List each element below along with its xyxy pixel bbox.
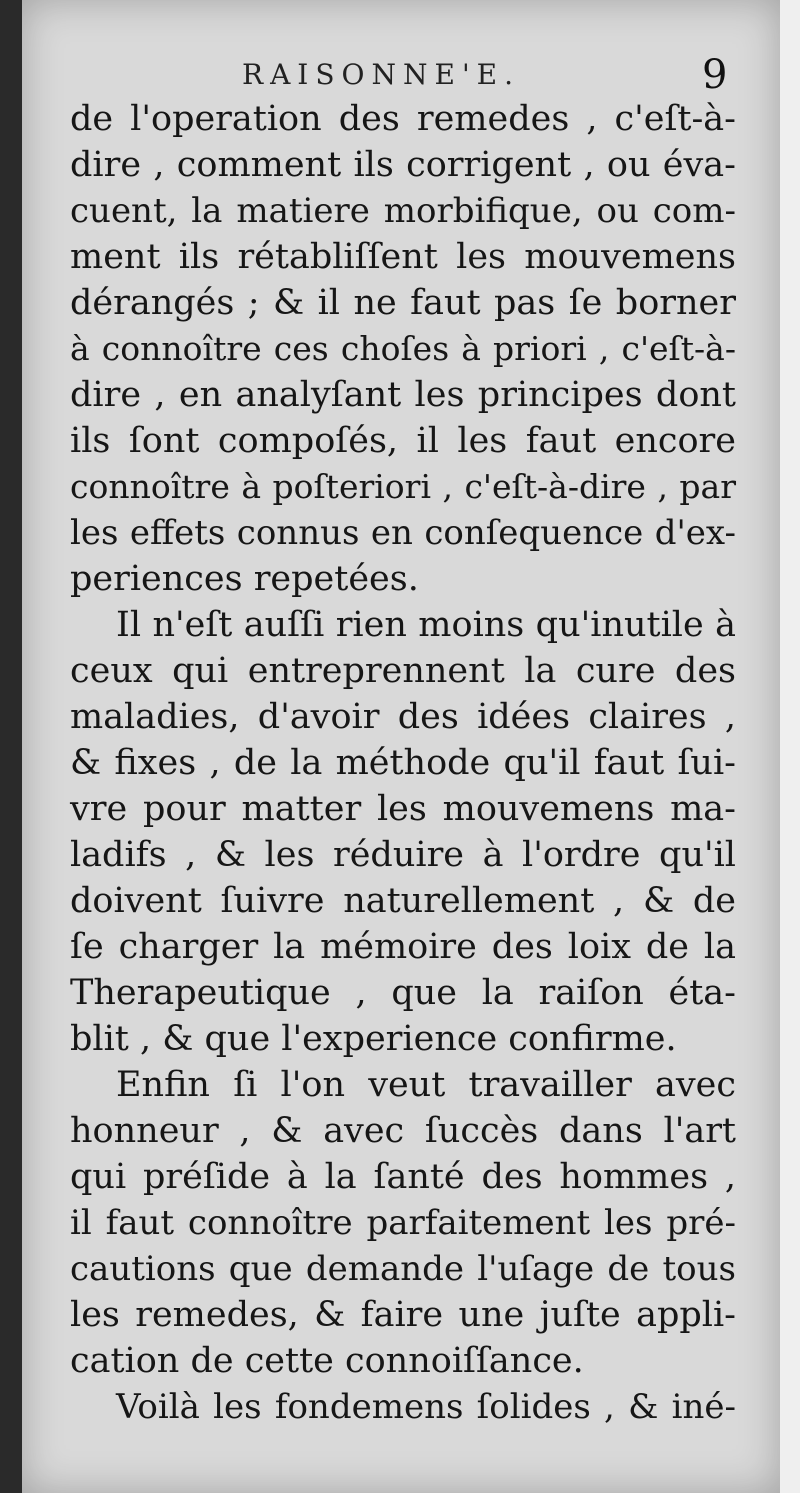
page-edge (780, 0, 800, 1493)
running-title: RAISONNE'E. (242, 58, 520, 91)
text-line: maladies, d'avoir des idées claires , (70, 697, 736, 737)
text-line: ſe charger la mémoire des loix de la (70, 927, 736, 967)
text-line: honneur , & avec ſuccès dans l'art (70, 1111, 736, 1151)
text-line: à connoître ces choſes à priori , c'eſt-à- (70, 329, 736, 368)
text-line: periences repetées. (70, 559, 419, 599)
text-line: qui préſide à la ſanté des hommes , (70, 1157, 736, 1197)
text-line: & fixes , de la méthode qu'il faut ſui- (70, 743, 736, 783)
text-line: Therapeutique , que la raiſon éta- (70, 973, 736, 1013)
text-line: ceux qui entreprennent la cure des (70, 651, 736, 691)
text-line: dire , en analyſant les principes dont (70, 375, 736, 415)
text-line: ment ils rétabliſſent les mouvemens (70, 237, 736, 277)
book-page (22, 0, 780, 1493)
text-line: ladifs , & les réduire à l'ordre qu'il (70, 835, 736, 875)
text-line: blit , & que l'experience confirme. (70, 1019, 677, 1059)
text-line: connoître à poſteriori , c'eſt-à-dire , par (70, 467, 736, 506)
page-number: 9 (702, 52, 728, 98)
text-line: dérangés ; & il ne faut pas ſe borner (70, 283, 736, 323)
text-line: cuent, la matiere morbifique, ou com- (70, 191, 736, 231)
running-head (22, 52, 780, 98)
text-line: vre pour matter les mouvemens ma- (70, 789, 736, 829)
body-text (70, 96, 736, 1430)
text-line: ils ſont compoſés, il les faut encore (70, 421, 736, 461)
text-line: dire , comment ils corrigent , ou éva- (70, 145, 736, 185)
text-line: cautions que demande l'uſage de tous (70, 1249, 736, 1289)
text-line: cation de cette connoiſſance. (70, 1341, 584, 1381)
text-line: les effets connus en conſequence d'ex- (70, 513, 736, 553)
text-line: Enfin ſi l'on veut travailler avec (116, 1065, 736, 1105)
text-line: Voilà les fondemens ſolides , & iné- (116, 1387, 736, 1427)
text-line: Il n'eſt auſſi rien moins qu'inutile à (116, 605, 736, 645)
text-line: les remedes, & faire une juſte appli- (70, 1295, 736, 1335)
text-line: de l'operation des remedes , c'eſt-à- (70, 99, 736, 139)
text-line: il faut connoître parfaitement les pré- (70, 1203, 736, 1243)
text-line: doivent ſuivre naturellement , & de (70, 881, 736, 921)
